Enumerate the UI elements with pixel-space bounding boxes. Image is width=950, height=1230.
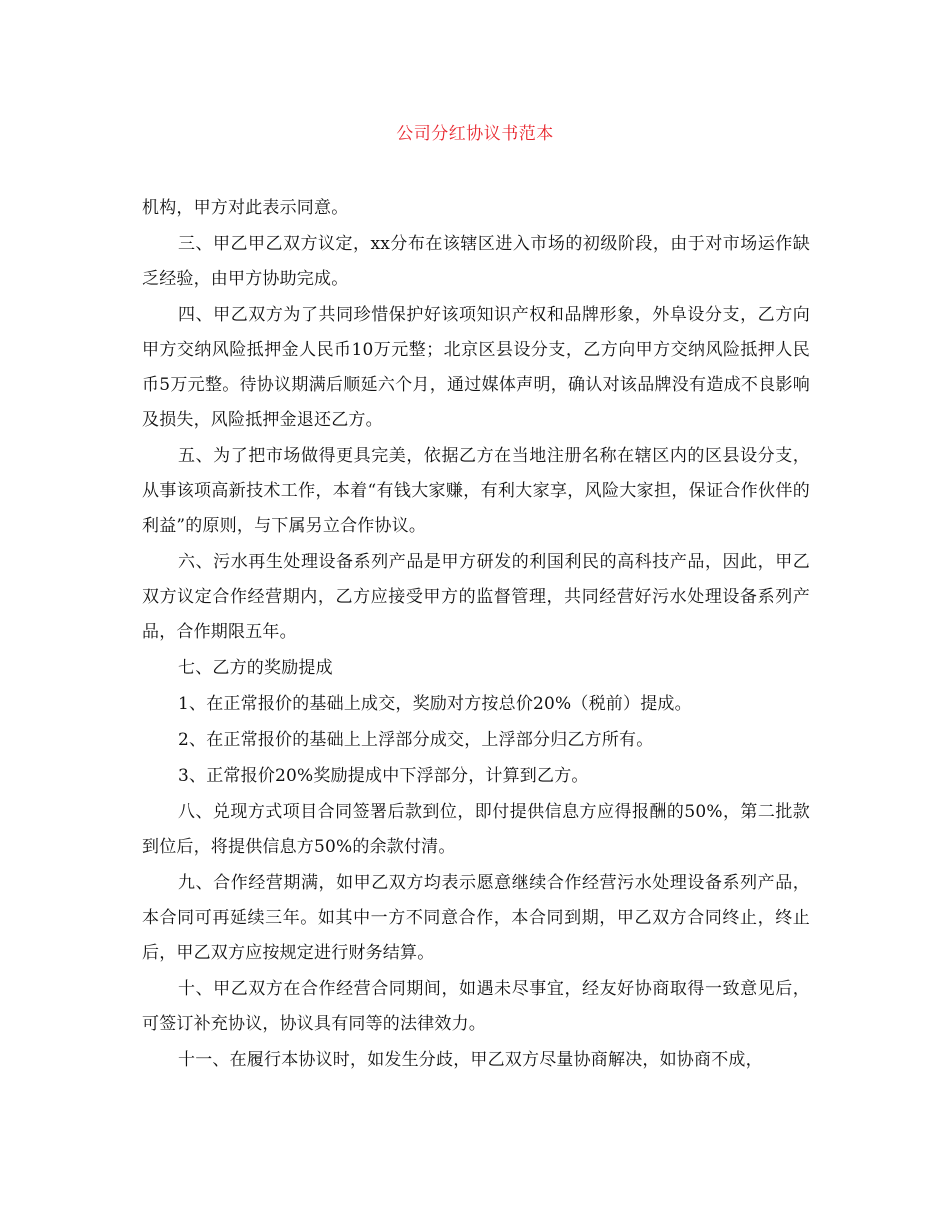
- paragraph-clause-4: 四、甲乙双方为了共同珍惜保护好该项知识产权和品牌形象，外阜设分支，乙方向甲方交纳风险抵押金人民币10万元整；北京区县设分支，乙方向甲方交纳风险抵押人民币5万元整。待协议期满后顺延六个月，通过媒体声明，确认对该品牌没有造成不良影响及损失，风险抵押金退还乙方。: [142, 305, 810, 430]
- paragraph-clause-11: 十一、在履行本协议时，如发生分歧，甲乙双方尽量协商解决，如协商不成，: [178, 1050, 763, 1070]
- paragraph-clause-3: 三、甲乙甲乙双方议定，xx分布在该辖区进入市场的初级阶段，由于对市场运作缺乏经验，由甲方协助完成。: [142, 234, 810, 289]
- paragraph-clause-7-item-1: 1、在正常报价的基础上成交，奖励对方按总价20%（税前）提成。: [178, 694, 692, 714]
- paragraph-clause-6: 六、污水再生处理设备系列产品是甲方研发的利国利民的高科技产品，因此，甲乙双方议定合作经营期内，乙方应接受甲方的监督管理，共同经营好污水处理设备系列产品，合作期限五年。: [142, 552, 810, 642]
- document-title: 公司分红协议书范本: [396, 124, 554, 144]
- document-body: [142, 191, 810, 1079]
- paragraph-clause-5: 五、为了把市场做得更具完美，依据乙方在当地注册名称在辖区内的区县设分支，从事该项高新技术工作，本着“有钱大家赚，有利大家享，风险大家担，保证合作伙伴的利益”的原则，与下属另立合作协议。: [142, 446, 810, 536]
- paragraph-clause-7-heading: 七、乙方的奖励提成: [178, 658, 333, 678]
- paragraph-continuation: 机构，甲方对此表示同意。: [142, 198, 349, 218]
- paragraph-clause-8: 八、兑现方式项目合同签署后款到位，即付提供信息方应得报酬的50%，第二批款到位后，将提供信息方50%的余款付清。: [142, 802, 810, 857]
- paragraph-clause-7-item-3: 3、正常报价20%奖励提成中下浮部分，计算到乙方。: [178, 766, 589, 786]
- paragraph-clause-10: 十、甲乙双方在合作经营合同期间，如遇未尽事宜，经友好协商取得一致意见后，可签订补充协议，协议具有同等的法律效力。: [142, 979, 810, 1034]
- paragraph-clause-9: 九、合作经营期满，如甲乙双方均表示愿意继续合作经营污水处理设备系列产品，本合同可再延续三年。如其中一方不同意合作，本合同到期，甲乙双方合同终止，终止后，甲乙双方应按规定进行财务结算。: [142, 873, 810, 963]
- paragraph-clause-7-item-2: 2、在正常报价的基础上上浮部分成交，上浮部分归乙方所有。: [178, 730, 654, 750]
